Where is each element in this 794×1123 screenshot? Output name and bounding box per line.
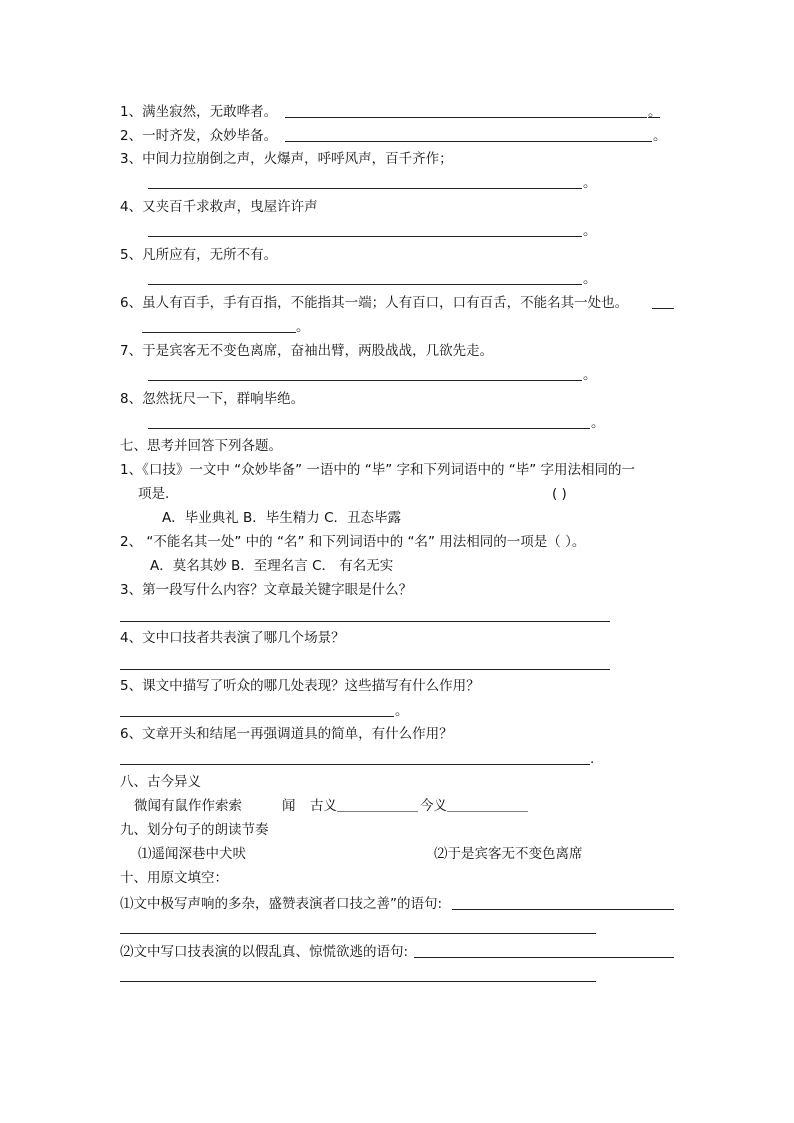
item-5: 5、凡所应有，无所不有。 — [120, 247, 278, 263]
q7-1-paren[interactable]: ( ) — [552, 486, 567, 502]
section-9-heading: 九、划分句子的朗读节奏 — [120, 822, 269, 838]
section-8-modern[interactable]: 今义＿＿＿＿＿＿ — [420, 798, 528, 814]
q7-6: 6、文章开头和结尾一再强调道具的简单，有什么作用？ — [120, 726, 453, 742]
item-6: 6、虽人有百手，手有百指，不能指其一端；人有百口，口有百舌，不能名其一处也。 — [120, 295, 629, 311]
section-8-heading: 八、古今异义 — [120, 774, 201, 790]
answer-line-10-2b[interactable] — [120, 981, 596, 982]
q7-4: 4、文中口技者共表演了哪几个场景？ — [120, 630, 345, 646]
section-10-q2: ⑵文中写口技表演的以假乱真、惊慌欲逃的语句: — [120, 944, 409, 960]
item-8-end: 。 — [591, 415, 605, 431]
item-8: 8、忽然抚尺一下，群响毕绝。 — [120, 391, 305, 407]
answer-line-1[interactable] — [285, 117, 647, 118]
q7-2: 2、 “不能名其一处” 中的 “名” 和下列词语中的 “名” 用法相同的一项是（ ）。 — [120, 534, 586, 550]
item-7-end: 。 — [583, 367, 597, 383]
section-8-word: 闻 — [282, 798, 296, 814]
section-9-sentence-1: ⑴遥闻深巷中犬吠 — [138, 846, 246, 862]
answer-line-4[interactable] — [148, 236, 582, 237]
q7-2-options: A．莫名其妙 B．至理名言 C． 有名无实 — [150, 558, 394, 574]
item-2: 2、一时齐发，众妙毕备。 — [120, 128, 278, 144]
answer-line-10-2a[interactable] — [414, 957, 674, 958]
q7-1-options: A．毕业典礼 B．毕生精力 C．丑态毕露 — [162, 510, 402, 526]
item-5-end: 。 — [583, 271, 597, 287]
item-3-end: 。 — [583, 175, 597, 191]
item-4: 4、又夹百千求救声，曳屋许许声 — [120, 199, 318, 215]
section-8-phrase: 微闻有鼠作作索索 — [134, 798, 242, 814]
item-1-end: 。 — [648, 104, 662, 120]
answer-line-6b[interactable] — [142, 332, 296, 333]
item-4-end: 。 — [583, 223, 597, 239]
q7-1-line1: 1、《口技》一文中 “众妙毕备” 一语中的 “毕” 字和下列词语中的 “毕” 字用法相同的一 — [120, 462, 636, 478]
item-6-end: 。 — [296, 319, 310, 335]
answer-line-3[interactable] — [148, 188, 582, 189]
q7-5: 5、课文中描写了听众的哪几处表现？这些描写有什么作用？ — [120, 678, 480, 694]
answer-line-1b — [648, 117, 660, 118]
answer-line-7[interactable] — [148, 380, 582, 381]
item-3: 3、中间力拉崩倒之声，火爆声，呼呼风声，百千齐作； — [120, 151, 453, 167]
section-8-ancient[interactable]: 古义＿＿＿＿＿＿ — [310, 798, 418, 814]
answer-line-2[interactable] — [285, 141, 652, 142]
q7-5-end: 。 — [395, 703, 409, 719]
answer-line-q7-4[interactable] — [120, 669, 610, 670]
answer-line-6a[interactable] — [652, 308, 674, 309]
item-1: 1、满坐寂然，无敢哗者。 — [120, 104, 278, 120]
section-7-heading: 七、思考并回答下列各题。 — [120, 438, 282, 454]
answer-line-q7-3[interactable] — [120, 621, 610, 622]
answer-line-8[interactable] — [148, 428, 590, 429]
answer-line-q7-5[interactable] — [120, 716, 394, 717]
answer-line-10-1a[interactable] — [452, 909, 674, 910]
answer-line-q7-6[interactable] — [120, 764, 590, 765]
section-10-heading: 十、用原文填空： — [120, 870, 228, 886]
q7-6-end: . — [590, 751, 595, 767]
section-10-q1: ⑴文中极写声响的多杂，盛赞表演者口技之善”的语句: — [120, 896, 443, 912]
item-2-end: 。 — [653, 128, 667, 144]
answer-line-10-1b[interactable] — [120, 933, 596, 934]
q7-1-line2: 项是. — [138, 486, 170, 502]
answer-line-5[interactable] — [148, 284, 582, 285]
section-9-sentence-2: ⑵于是宾客无不变色离席 — [434, 846, 583, 862]
item-7: 7、于是宾客无不变色离席，奋袖出臂，两股战战，几欲先走。 — [120, 343, 494, 359]
q7-3: 3、第一段写什么内容？文章最关键字眼是什么？ — [120, 582, 413, 598]
